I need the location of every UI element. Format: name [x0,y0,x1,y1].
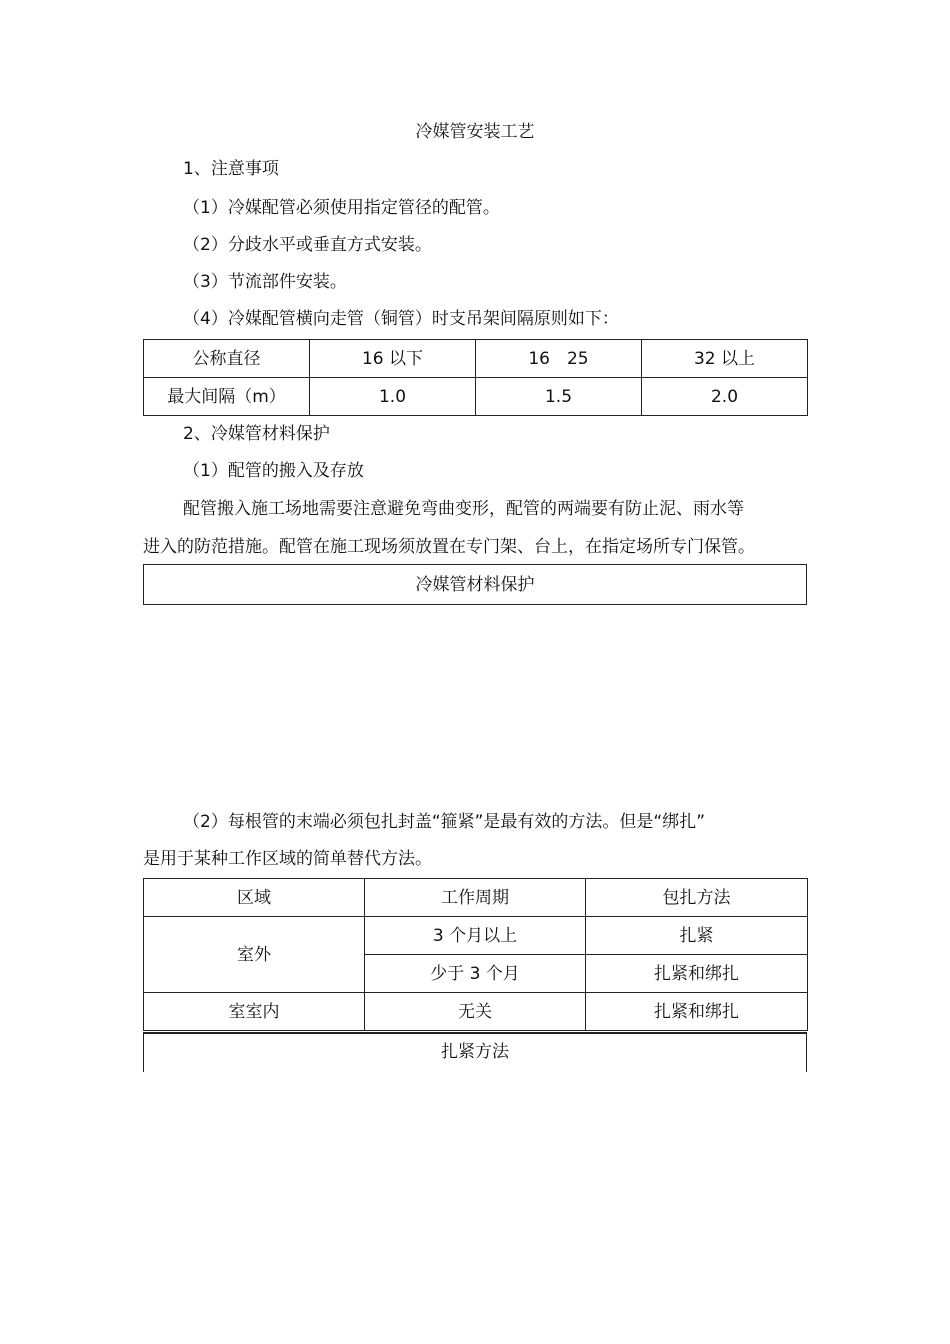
table-cell: 16 以下 [310,340,476,378]
table-cell: 少于 3 个月 [365,955,586,993]
support-spacing-table [143,339,808,416]
section-heading-protection: 2、冷媒管材料保护 [183,424,330,444]
table-row [144,340,808,378]
table-row [144,565,807,605]
paragraph-wrapping-line-2: 是用于某种工作区域的简单替代方法。 [143,849,432,869]
section-heading-notes: 1、注意事项 [183,159,279,179]
table-cell: 3 个月以上 [365,917,586,955]
table-cell: 无关 [365,993,586,1031]
paragraph-storage-line-1: 配管搬入施工场地需要注意避免弯曲变形，配管的两端要有防止泥、雨水等 [183,499,744,519]
note-item-3: （3）节流部件安装。 [183,272,347,292]
document-title: 冷媒管安装工艺 [415,122,535,142]
note-item-4: （4）冷媒配管横向走管（铜管）时支吊架间隔原则如下： [183,309,619,329]
protection-caption-box [143,564,807,605]
table-cell: 扎紧和绑扎 [586,993,808,1031]
paragraph-wrapping-line-1: （2）每根管的末端必须包扎封盖“箍紧”是最有效的方法。但是“绑扎” [183,812,706,832]
table-cell: 2.0 [642,378,808,416]
table-header-cell: 包扎方法 [586,879,808,917]
wrapping-method-table [143,878,808,1031]
sub-heading-storage: （1）配管的搬入及存放 [183,461,364,481]
table-cell: 1.5 [476,378,642,416]
table-cell: 冷媒管材料保护 [144,565,807,605]
table-cell: 32 以上 [642,340,808,378]
table-row [144,993,808,1031]
table-cell: 扎紧和绑扎 [586,955,808,993]
note-item-2: （2）分歧水平或垂直方式安装。 [183,235,432,255]
table-cell: 1.0 [310,378,476,416]
tie-method-caption-box: 扎紧方法 [143,1032,807,1072]
paragraph-storage-line-2: 进入的防范措施。配管在施工现场须放置在专门架、台上，在指定场所专门保管。 [143,537,755,557]
table-cell: 最大间隔（m） [144,378,310,416]
note-item-1: （1）冷媒配管必须使用指定管径的配管。 [183,198,500,218]
table-cell: 公称直径 [144,340,310,378]
table-cell: 室外 [144,917,365,993]
table-header-cell: 区域 [144,879,365,917]
table-row [144,879,808,917]
table-cell: 16 25 [476,340,642,378]
table-row [144,917,808,955]
table-cell: 室室内 [144,993,365,1031]
table-header-cell: 工作周期 [365,879,586,917]
table-row [144,378,808,416]
table-cell: 扎紧 [586,917,808,955]
